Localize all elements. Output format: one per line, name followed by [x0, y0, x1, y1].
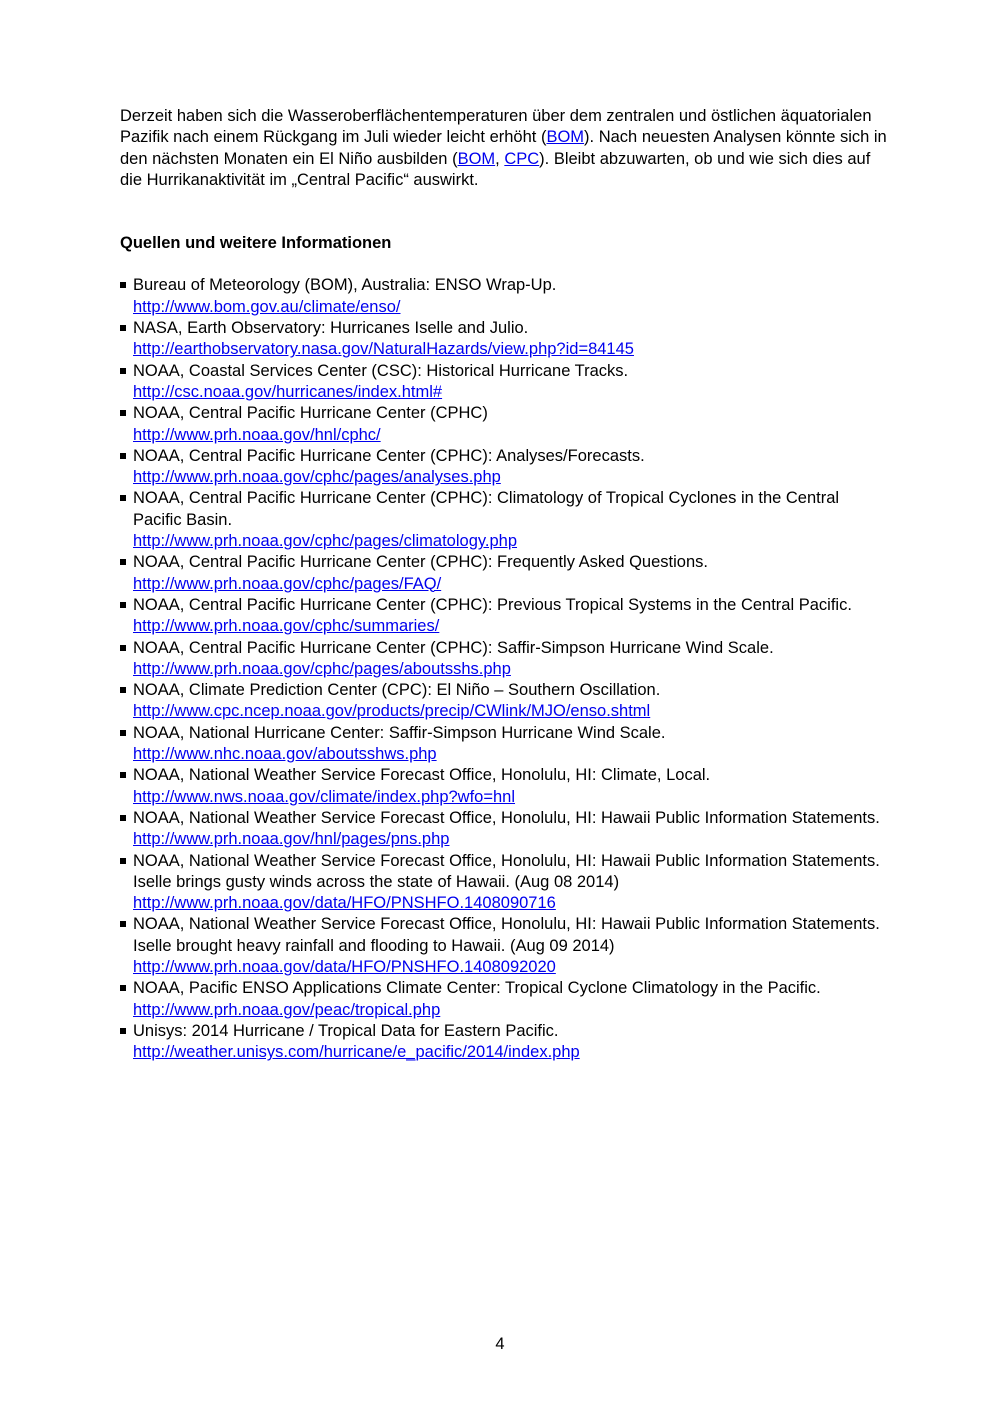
- reference-link[interactable]: http://www.prh.noaa.gov/cphc/pages/analyses.php: [133, 468, 501, 487]
- square-bullet-icon: [120, 858, 126, 864]
- sources-heading: Quellen und weitere Informationen: [120, 234, 392, 253]
- square-bullet-icon: [120, 495, 126, 501]
- list-item: [120, 361, 890, 404]
- square-bullet-icon: [120, 921, 126, 927]
- page-number: 4: [495, 1335, 505, 1353]
- square-bullet-icon: [120, 687, 126, 693]
- list-item: [120, 488, 890, 552]
- reference-link[interactable]: http://www.cpc.ncep.noaa.gov/products/precip/CWlink/MJO/enso.shtml: [133, 702, 651, 721]
- intro-link-bom[interactable]: BOM: [457, 149, 496, 168]
- list-item: [120, 403, 890, 446]
- square-bullet-icon: [120, 985, 126, 991]
- reference-link[interactable]: http://www.nws.noaa.gov/climate/index.php?wfo=hnl: [133, 787, 516, 806]
- reference-link[interactable]: http://www.nhc.noaa.gov/aboutsshws.php: [133, 745, 437, 764]
- sources-list: [120, 275, 890, 1063]
- reference-link[interactable]: http://earthobservatory.nasa.gov/NaturalHazards/view.php?id=84145: [133, 340, 634, 359]
- intro-text-segment: Derzeit haben sich die Wasseroberflächentemperaturen über dem zentralen und östlichen äquatorialen Pazifik nach einem Rückgang im Juli wieder leicht erhöht (: [120, 107, 872, 147]
- list-item: [120, 446, 890, 489]
- square-bullet-icon: [120, 730, 126, 736]
- reference-title: NOAA, Central Pacific Hurricane Center (CPHC): Saffir-Simpson Hurricane Wind Scale.: [133, 638, 774, 657]
- square-bullet-icon: [120, 1028, 126, 1034]
- reference-link[interactable]: http://www.prh.noaa.gov/cphc/pages/aboutsshs.php: [133, 659, 511, 678]
- list-item: [120, 978, 890, 1021]
- square-bullet-icon: [120, 368, 126, 374]
- square-bullet-icon: [120, 410, 126, 416]
- reference-title: NOAA, National Weather Service Forecast Office, Honolulu, HI: Climate, Local.: [133, 766, 711, 785]
- reference-link[interactable]: http://www.prh.noaa.gov/hnl/pages/pns.php: [133, 830, 450, 849]
- reference-link[interactable]: http://www.prh.noaa.gov/cphc/pages/climatology.php: [133, 532, 518, 551]
- reference-title: Bureau of Meteorology (BOM), Australia: ENSO Wrap-Up.: [133, 276, 557, 295]
- document-page: [120, 106, 890, 1063]
- list-item: [120, 275, 890, 318]
- reference-link[interactable]: http://www.prh.noaa.gov/data/HFO/PNSHFO.1408090716: [133, 894, 556, 913]
- reference-title: NOAA, Coastal Services Center (CSC): Historical Hurricane Tracks.: [133, 361, 629, 380]
- reference-title: NOAA, Central Pacific Hurricane Center (CPHC): Climatology of Tropical Cyclones in the Central Pacific Basin.: [133, 489, 840, 529]
- reference-link[interactable]: http://weather.unisys.com/hurricane/e_pacific/2014/index.php: [133, 1043, 580, 1062]
- intro-link-cpc[interactable]: CPC: [504, 149, 540, 168]
- reference-title: NOAA, Central Pacific Hurricane Center (CPHC): Previous Tropical Systems in the Central Pacific.: [133, 595, 852, 614]
- reference-link[interactable]: http://www.prh.noaa.gov/hnl/cphc/: [133, 425, 381, 444]
- reference-title: NOAA, Central Pacific Hurricane Center (CPHC): Frequently Asked Questions.: [133, 553, 708, 572]
- square-bullet-icon: [120, 559, 126, 565]
- list-item: [120, 552, 890, 595]
- list-item: [120, 914, 890, 978]
- reference-link[interactable]: http://www.prh.noaa.gov/peac/tropical.php: [133, 1000, 441, 1019]
- reference-title: NOAA, Central Pacific Hurricane Center (CPHC): Analyses/Forecasts.: [133, 446, 645, 465]
- intro-text-segment: ). Bleibt abzuwarten, ob und wie sich dies auf die Hurrikanaktivität im „Central Pacific“ auswirkt.: [120, 149, 871, 189]
- reference-title: NOAA, Climate Prediction Center (CPC): El Niño – Southern Oscillation.: [133, 681, 661, 700]
- list-item: [120, 1021, 890, 1064]
- list-item: [120, 765, 890, 808]
- square-bullet-icon: [120, 453, 126, 459]
- reference-link[interactable]: http://www.bom.gov.au/climate/enso/: [133, 297, 401, 316]
- reference-link[interactable]: http://www.prh.noaa.gov/data/HFO/PNSHFO.1408092020: [133, 957, 556, 976]
- intro-paragraph: [120, 106, 890, 191]
- reference-link[interactable]: http://csc.noaa.gov/hurricanes/index.html#: [133, 382, 443, 401]
- reference-link[interactable]: http://www.prh.noaa.gov/cphc/pages/FAQ/: [133, 574, 442, 593]
- list-item: [120, 851, 890, 915]
- reference-title: Unisys: 2014 Hurricane / Tropical Data for Eastern Pacific.: [133, 1021, 559, 1040]
- square-bullet-icon: [120, 282, 126, 288]
- square-bullet-icon: [120, 602, 126, 608]
- square-bullet-icon: [120, 772, 126, 778]
- square-bullet-icon: [120, 645, 126, 651]
- list-item: [120, 318, 890, 361]
- list-item: [120, 723, 890, 766]
- list-item: [120, 595, 890, 638]
- intro-link-bom[interactable]: BOM: [546, 128, 585, 147]
- intro-text-segment: ). Nach neuesten Analysen könnte sich in den nächsten Monaten ein El Niño ausbilden (: [120, 128, 887, 168]
- reference-title: NOAA, National Weather Service Forecast Office, Honolulu, HI: Hawaii Public Information Statements.: [133, 808, 880, 827]
- reference-title: NOAA, National Hurricane Center: Saffir-Simpson Hurricane Wind Scale.: [133, 723, 666, 742]
- reference-link[interactable]: http://www.prh.noaa.gov/cphc/summaries/: [133, 617, 440, 636]
- square-bullet-icon: [120, 325, 126, 331]
- list-item: [120, 680, 890, 723]
- reference-title: NOAA, National Weather Service Forecast Office, Honolulu, HI: Hawaii Public Information Statements. Iselle brings gusty winds across the state of Hawaii. (Aug 08 2014): [133, 851, 880, 891]
- list-item: [120, 808, 890, 851]
- reference-title: NOAA, Pacific ENSO Applications Climate Center: Tropical Cyclone Climatology in the Pacific.: [133, 979, 821, 998]
- reference-title: NOAA, National Weather Service Forecast Office, Honolulu, HI: Hawaii Public Information Statements. Iselle brought heavy rainfall and flooding to Hawaii. (Aug 09 2014): [133, 915, 880, 955]
- square-bullet-icon: [120, 815, 126, 821]
- reference-title: NOAA, Central Pacific Hurricane Center (CPHC): [133, 404, 488, 423]
- intro-text-segment: ,: [495, 149, 505, 168]
- intro-text: [120, 106, 890, 191]
- list-item: [120, 638, 890, 681]
- reference-title: NASA, Earth Observatory: Hurricanes Iselle and Julio.: [133, 319, 529, 338]
